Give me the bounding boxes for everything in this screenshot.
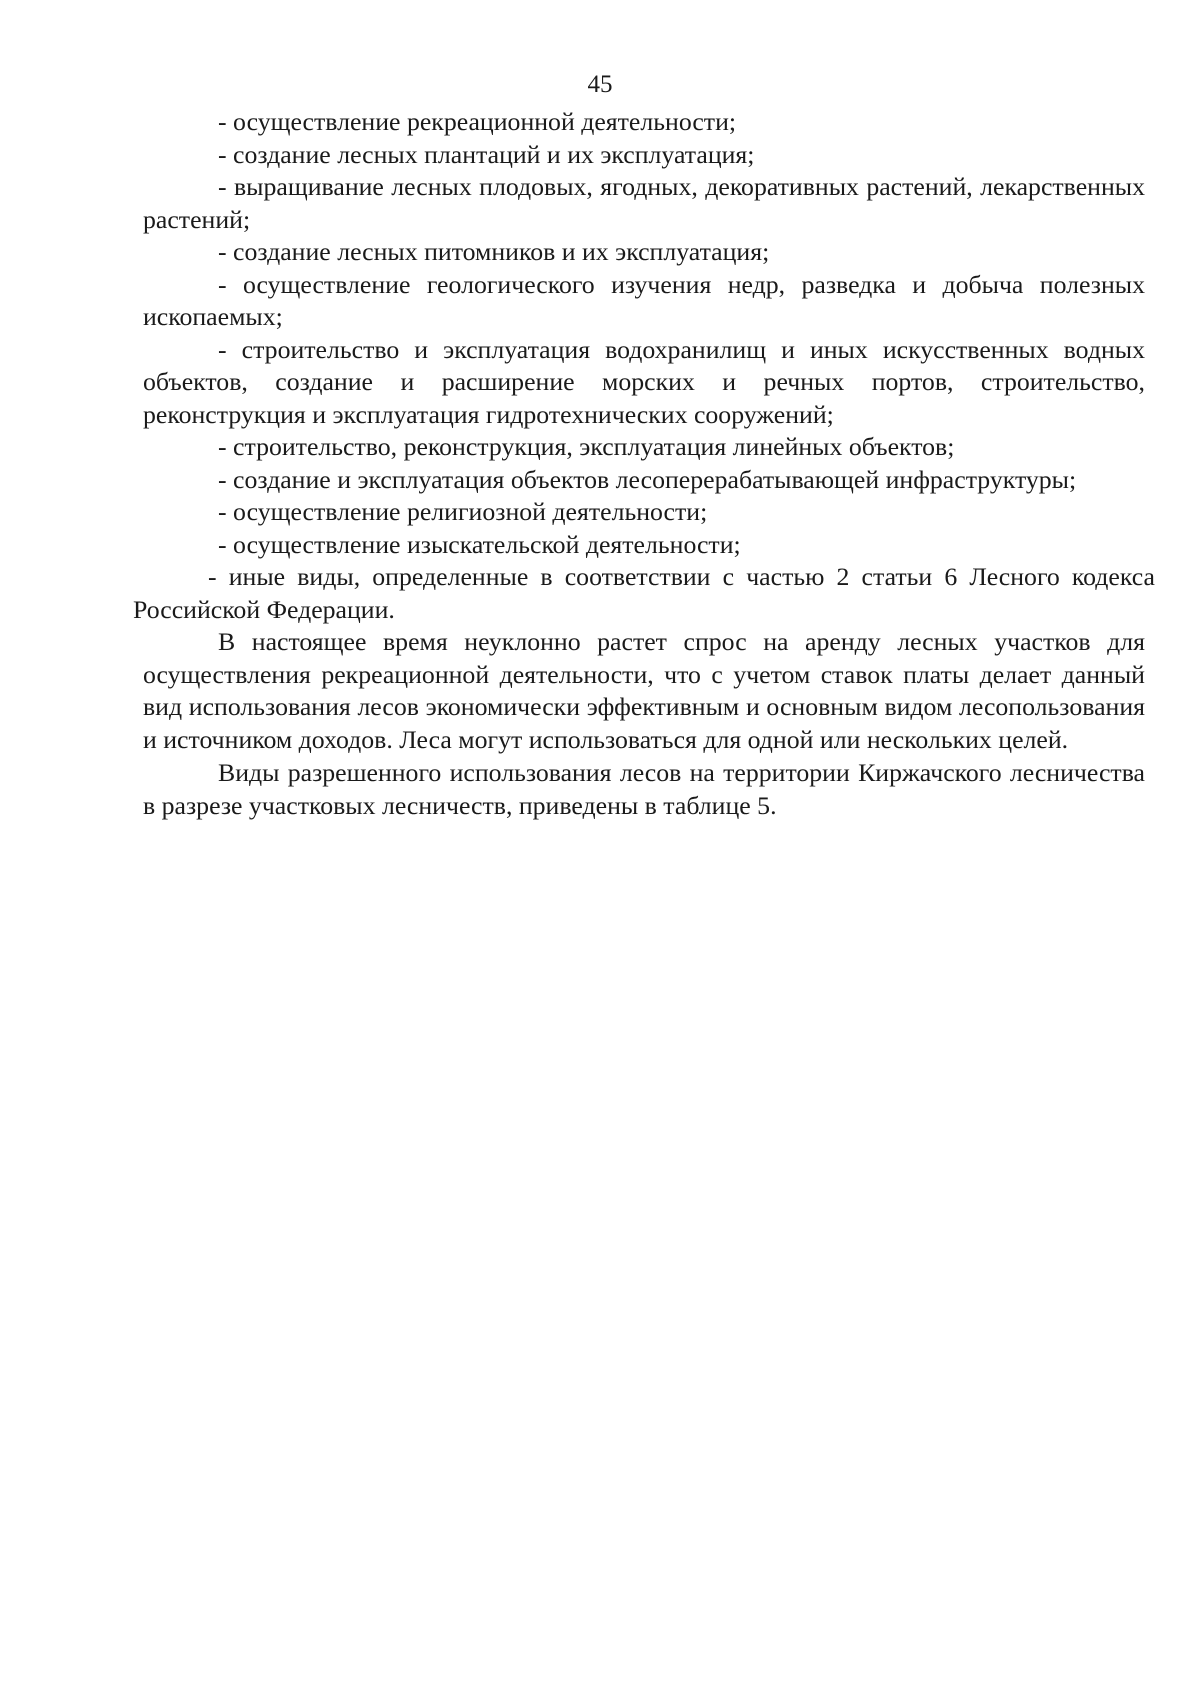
list-item: - создание лесных питомников и их эксплуатация; [218, 237, 770, 266]
list-item: - строительство, реконструкция, эксплуатация линейных объектов; [218, 432, 955, 461]
list-item: - осуществление религиозной деятельности; [218, 497, 708, 526]
list-item: - строительство и эксплуатация водохранилищ и иных искусственных водных объектов, создание и расширение морских и речных портов, строительство, реконструкция и эксплуатация гидротехнических сооружений; [143, 334, 1145, 429]
list-item: - иные виды, определенные в соответствии с частью 2 статьи 6 Лесного кодекса Российской Федерации. [133, 562, 1155, 624]
list-item: - создание и эксплуатация объектов лесоперерабатывающей инфраструктуры; [218, 464, 1077, 494]
page-number: 45 [587, 71, 613, 98]
list-item: - осуществление геологического изучения недр, разведка и добыча полезных ископаемых; [143, 269, 1145, 331]
document-body [133, 106, 1155, 822]
body-paragraph: Виды разрешенного использования лесов на территории Киржачского лесничества в разрезе участковых лесничеств, приведены в таблице 5. [143, 758, 1145, 820]
list-item: - осуществление изыскательской деятельности; [218, 529, 741, 559]
list-item: - осуществление рекреационной деятельности; [218, 107, 737, 136]
list-item: - создание лесных плантаций и их эксплуатация; [218, 139, 755, 169]
list-item: - выращивание лесных плодовых, ягодных, декоративных растений, лекарственных растений; [143, 172, 1145, 234]
body-paragraph: В настоящее время неуклонно растет спрос на аренду лесных участков для осуществления рекреационной деятельности, что с учетом ставок платы делает данный вид использования лесов экономически эффективным и основным видом лесопользования и источником доходов. Леса могут использоваться для одной или нескольких целей. [143, 627, 1145, 754]
